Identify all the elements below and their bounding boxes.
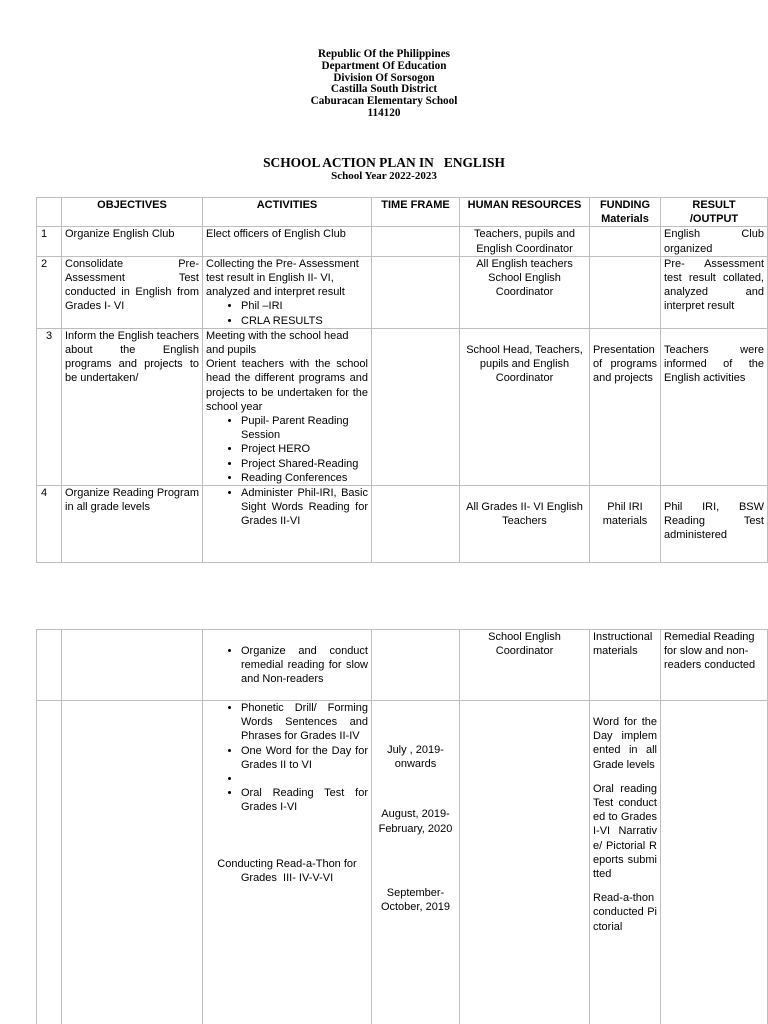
table-row xyxy=(37,227,768,256)
list-item: • Organize and conduct remedial reading for slow and Non-readers xyxy=(241,644,368,687)
funding-label: FUNDING xyxy=(599,199,651,211)
time-frame-text: September-October, 2019 xyxy=(380,886,451,914)
table-row xyxy=(37,701,768,1024)
table-row xyxy=(37,328,768,485)
result-cell xyxy=(661,486,768,563)
header-line: Department Of Education xyxy=(321,59,447,72)
row-number: 1 xyxy=(37,227,62,256)
number-header xyxy=(37,198,62,227)
activity-text: Orient teachers with the school head the different programs and projects to be undertaken for the school year xyxy=(206,358,368,413)
header-line: Caburacan Elementary School xyxy=(310,95,458,108)
activities-header: ACTIVITIES xyxy=(203,198,372,227)
list-item: • Phonetic Drill/ Forming Words Sentences and Phrases for Grades II-IV xyxy=(241,701,368,744)
time-frame-cell xyxy=(372,328,460,485)
activity-list xyxy=(206,299,368,327)
header-line: 114120 xyxy=(367,106,401,119)
time-frame-cell xyxy=(372,486,460,563)
funding-cell xyxy=(590,256,661,328)
result-header xyxy=(661,198,768,227)
row-number xyxy=(37,630,62,701)
human-resources-cell: School English Coordinator xyxy=(460,630,590,701)
activity-cell xyxy=(203,486,372,563)
objective-cell: Organize English Club xyxy=(62,227,203,256)
table-row xyxy=(37,630,768,701)
list-item: • One Word for the Day for Grades II to VI xyxy=(241,744,368,772)
funding-cell xyxy=(590,328,661,485)
objective-cell: Inform the English teachers about the English programs and projects to be undertaken/ xyxy=(62,328,203,485)
list-item: • Reading Conferences xyxy=(241,471,368,485)
objective-cell: Organize Reading Program in all grade levels xyxy=(62,486,203,563)
activity-list xyxy=(206,486,368,529)
row-number: 4 xyxy=(37,486,62,563)
activity-cell xyxy=(203,701,372,1024)
time-frame-header: TIME FRAME xyxy=(372,198,460,227)
activity-cell xyxy=(203,256,372,328)
action-plan-table xyxy=(36,197,768,563)
result-text: Phil IRI, BSW Reading Test administered xyxy=(664,501,764,542)
plan-title: SCHOOL ACTION PLAN IN ENGLISH xyxy=(263,155,505,170)
activity-text: Meeting with the school head and pupils xyxy=(206,329,349,357)
activity-cell xyxy=(203,630,372,701)
funding-cell xyxy=(590,486,661,563)
result-cell xyxy=(661,328,768,485)
human-resources-cell xyxy=(460,701,590,1024)
result-label: RESULT xyxy=(692,199,736,211)
result-cell: Remedial Reading for slow and non-readers conducted xyxy=(661,630,768,701)
time-frame-text: August, 2019-February, 2020 xyxy=(378,808,453,835)
activity-list xyxy=(206,414,368,485)
human-resources-cell: All English teachers School English Coordinator xyxy=(460,256,590,328)
school-year: School Year 2022-2023 xyxy=(331,170,437,182)
list-item xyxy=(241,772,368,786)
activity-cell: Elect officers of English Club xyxy=(203,227,372,256)
header-line: Division Of Sorsogon xyxy=(333,71,435,84)
header-line: Castilla South District xyxy=(330,83,438,96)
human-resources-text: All Grades II- VI English Teachers xyxy=(466,501,583,528)
result-cell: Pre- Assessment test result collated, analyzed and interpret result xyxy=(661,256,768,328)
table-row xyxy=(37,256,768,328)
human-resources-cell xyxy=(460,328,590,485)
funding-cell xyxy=(590,701,661,1024)
table-header-row xyxy=(37,198,768,227)
objective-cell: Consolidate Pre-Assessment Test conducted in English from Grades I- VI xyxy=(62,256,203,328)
output-label: /OUTPUT xyxy=(689,213,739,226)
list-item: • Phil –IRI xyxy=(241,299,368,313)
row-number xyxy=(37,701,62,1024)
table-row xyxy=(37,486,768,563)
list-item: • Pupil- Parent Reading Session xyxy=(241,414,368,442)
time-frame-cell xyxy=(372,630,460,701)
action-plan-table-continued xyxy=(36,629,768,1024)
funding-header xyxy=(590,198,661,227)
list-item: • Administer Phil-IRI, Basic Sight Words Reading for Grades II-VI xyxy=(241,486,368,529)
objective-cell xyxy=(62,630,203,701)
objectives-header: OBJECTIVES xyxy=(62,198,203,227)
list-item: • Project HERO xyxy=(241,442,368,456)
human-resources-header: HUMAN RESOURCES xyxy=(460,198,590,227)
funding-text: Presentation of programs and projects xyxy=(593,343,657,385)
time-frame-cell xyxy=(372,227,460,256)
row-number: 3 xyxy=(37,328,62,485)
human-resources-cell: Teachers, pupils and English Coordinator xyxy=(460,227,590,256)
list-item: • CRLA RESULTS xyxy=(241,314,368,328)
funding-cell: Instructional materials xyxy=(590,630,661,701)
row-number: 2 xyxy=(37,256,62,328)
result-text: Teachers were informed of the English activities xyxy=(664,343,764,385)
document-title xyxy=(0,155,768,182)
document-header xyxy=(0,49,768,120)
result-cell: English Club organized xyxy=(661,227,768,256)
materials-label: Materials xyxy=(601,213,649,226)
activity-list xyxy=(206,701,368,815)
header-line: Republic Of the Philippines xyxy=(317,48,451,60)
time-frame-text: July , 2019-onwards xyxy=(387,744,444,771)
human-resources-cell xyxy=(460,486,590,563)
funding-cell xyxy=(590,227,661,256)
human-resources-text: School Head, Teachers, pupils and English Coordinator xyxy=(466,343,583,385)
activity-list xyxy=(206,644,368,687)
list-item: • Project Shared-Reading xyxy=(241,457,368,471)
time-frame-cell xyxy=(372,256,460,328)
funding-text: Read-a-thon conducted Pictorial xyxy=(593,892,657,933)
activity-text: Conducting Read-a-Thon for Grades III- IV-V-VI xyxy=(217,857,360,884)
funding-text: Phil IRI materials xyxy=(602,501,648,528)
funding-text: Oral reading Test conducted to Grades I-VI Narrative/ Pictorial Reports submitted xyxy=(593,782,657,881)
list-item: • Oral Reading Test for Grades I-VI xyxy=(241,786,368,814)
objective-cell xyxy=(62,701,203,1024)
activity-text: Collecting the Pre- Assessment test result in English II- VI, analyzed and interpret result xyxy=(206,257,359,299)
funding-text: Word for the Day implemented in all Grade levels xyxy=(593,716,657,771)
result-cell xyxy=(661,701,768,1024)
time-frame-cell xyxy=(372,701,460,1024)
activity-cell xyxy=(203,328,372,485)
